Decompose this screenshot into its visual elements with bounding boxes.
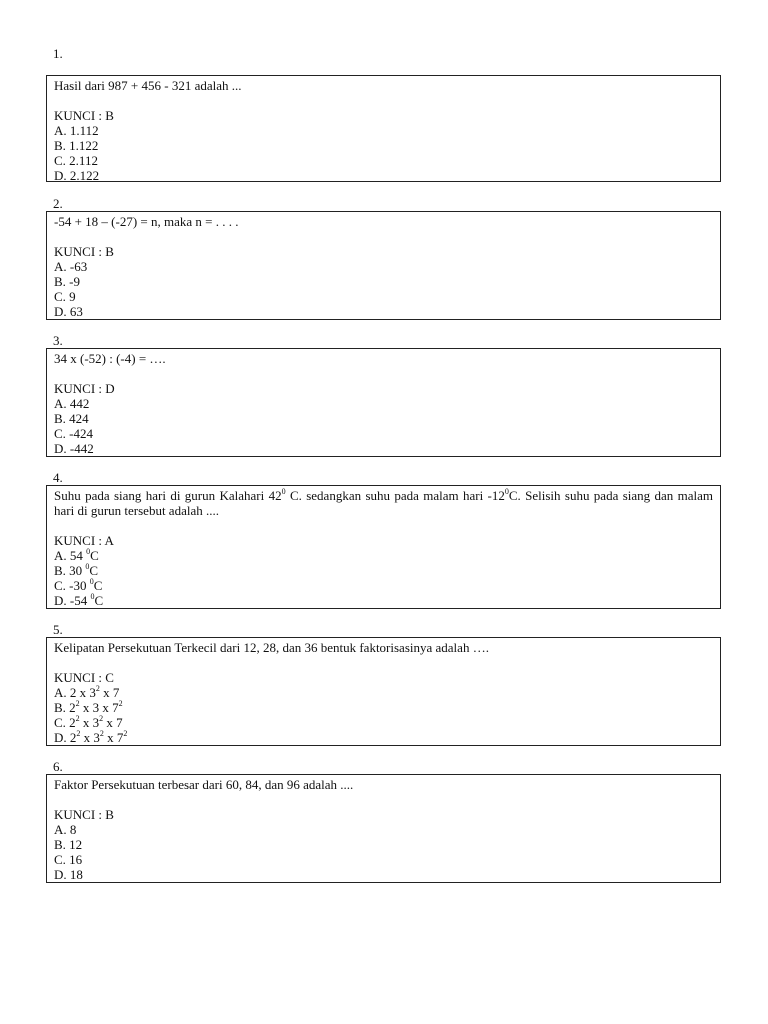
option-d: D. -442 — [54, 441, 94, 456]
question-number: 5. — [53, 622, 63, 637]
question-text: 34 x (-52) : (-4) = …. — [54, 351, 166, 366]
question-number: 6. — [53, 759, 63, 774]
question-number: 1. — [53, 46, 63, 61]
question-text: Suhu pada siang hari di gurun Kalahari $42^0$ C. sedangkan suhu pada malam hari $-12^0C$. Selisih suhu pada siang dan malam hari di gurun tersebut adalah .... — [54, 486, 713, 518]
question-number: 3. — [53, 333, 63, 348]
option-c: C. -30 $^0$C — [54, 576, 103, 593]
option-d: D. -54 $^0$C — [54, 591, 104, 608]
question-box-3 — [46, 348, 721, 457]
answer-key: KUNCI : C — [54, 670, 114, 685]
option-d: D. 2.122 — [54, 168, 100, 183]
option-c: C. -424 — [54, 426, 93, 441]
option-b: B. -9 — [54, 274, 80, 289]
question-number: 2. — [53, 196, 63, 211]
option-a: A. 8 — [54, 822, 77, 837]
question-text: -54 + 18 – (-27) = n, maka n = . . . . — [54, 214, 239, 229]
question-text: Faktor Persekutuan terbesar dari 60, 84, dan 96 adalah .... — [54, 777, 354, 792]
answer-key: KUNCI : D — [54, 381, 115, 396]
option-d: D. 63 — [54, 304, 83, 319]
option-d: D. 18 — [54, 867, 83, 882]
answer-key: KUNCI : B — [54, 807, 114, 822]
option-c: C. 16 — [54, 852, 83, 867]
question-box-4 — [46, 485, 721, 609]
option-c: C. 9 — [54, 289, 76, 304]
option-c: C. 2.112 — [54, 153, 98, 168]
option-a: A. 54 $^0$C — [54, 546, 99, 563]
question-box-2 — [46, 211, 721, 320]
question-text: Kelipatan Persekutuan Terkecil dari 12, 28, dan 36 bentuk faktorisasinya adalah …. — [54, 640, 489, 655]
option-c: C. $2^2$ x $3^2$ x 7 — [54, 713, 123, 730]
option-b: B. 30 $^0$C — [54, 561, 99, 578]
question-box-6 — [46, 774, 721, 883]
answer-key: KUNCI : A — [54, 533, 114, 548]
option-a: A. -63 — [54, 259, 88, 274]
option-b: B. 1.122 — [54, 138, 99, 153]
option-a: A. 442 — [54, 396, 90, 411]
question-number: 4. — [53, 470, 63, 485]
option-d: D. $2^2$ x $3^2$ x $7^2$ — [54, 728, 128, 745]
option-b: B. 424 — [54, 411, 89, 426]
answer-key: KUNCI : B — [54, 108, 114, 123]
option-a: A. 1.112 — [54, 123, 99, 138]
option-b: B. $2^2$ x 3 x $7^2$ — [54, 698, 123, 715]
option-b: B. 12 — [54, 837, 83, 852]
question-box-5 — [46, 637, 721, 746]
question-box-1 — [46, 75, 721, 182]
answer-key: KUNCI : B — [54, 244, 114, 259]
question-text: Hasil dari 987 + 456 - 321 adalah ... — [54, 78, 242, 93]
option-a: A. 2 x $3^2$ x 7 — [54, 683, 120, 700]
